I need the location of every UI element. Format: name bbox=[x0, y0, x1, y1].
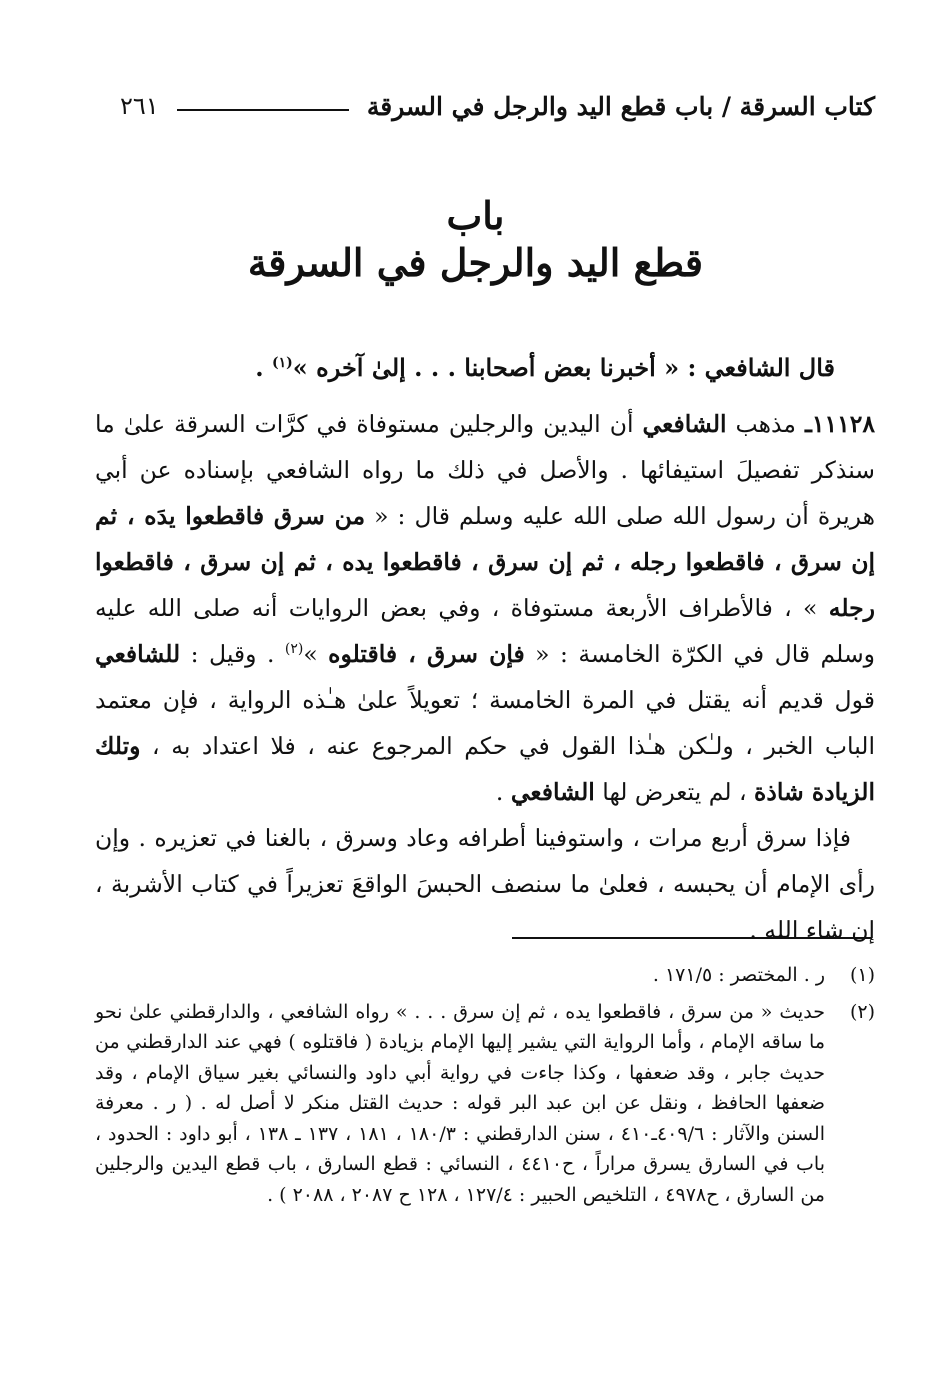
bold-span: الشافعي bbox=[510, 778, 595, 806]
bold-span: للشافعي bbox=[95, 640, 181, 668]
paragraph-1128 bbox=[95, 401, 875, 815]
footnote-number: (١) bbox=[849, 964, 875, 986]
running-header bbox=[120, 86, 875, 126]
text-span: مذهب bbox=[726, 410, 805, 438]
header-title: كتاب السرقة / باب قطع اليد والرجل في السرقة bbox=[366, 91, 875, 121]
page-number: ٢٦١ bbox=[120, 92, 159, 120]
paragraph-number: ١١١٢٨ـ bbox=[804, 410, 875, 438]
text-span: . وقيل : bbox=[180, 640, 285, 668]
footnotes bbox=[95, 960, 875, 1216]
bold-span: وتلك الزيادة شاذة bbox=[95, 732, 875, 806]
footnote-number: (٢) bbox=[849, 1000, 875, 1023]
paragraph-2: فإذا سرق أربع مرات ، واستوفينا أطرافه وعاد وسرق ، بالغنا في تعزيره . وإن رأى الإمام أن يحبسه ، فعلىٰ ما سنصف الحبسَ الواقعَ تعزيراً في كتاب الأشربة ، إن شاء الله . bbox=[95, 824, 875, 944]
text-span: . bbox=[495, 778, 511, 806]
hadith-quote: فإن سرق ، فاقتلوه bbox=[328, 640, 525, 668]
intro-end: . bbox=[255, 353, 273, 382]
footnote-ref-2[interactable]: (٢) bbox=[284, 641, 304, 658]
intro-text: قال الشافعي : « أخبرنا بعض أصحابنا . . . إلىٰ آخره » bbox=[292, 353, 835, 382]
main-text bbox=[95, 345, 875, 953]
text-span: قول قديم أنه يقتل في المرة الخامسة ؛ تعويلاً علىٰ هـٰذه الرواية ، فإن معتمد الباب الخبر ، ولـٰكن هـٰذا القول في حكم المرجوع عنه ، فلا اعتداد به ، bbox=[95, 686, 875, 760]
text-span: أن اليدين والرجلين مستوفاة في كرَّات السرقة علىٰ ما سنذكر تفصيلَ استيفائها . والأصل في ذلك ما رواه الشافعي بإسناده عن أبي هريرة أن رسول الله صلى الله عليه وسلم قال : « bbox=[95, 410, 875, 530]
header-rule bbox=[177, 109, 349, 111]
footnote-text: حديث « من سرق ، فاقطعوا يده ، ثم إن سرق . . . » رواه الشافعي ، والدارقطني علىٰ نحو ما ساقه الإمام ، وأما الرواية التي يشير إليها الإمام بزيادة ( فاقتلوه ) فهي عند الدارقطني من حديث جابر ، وقد ضعفها ، وكذا جاءت في رواية أبي داود والنسائي بغير سياق الإمام ، وقد ضعفها الحافظ ، ونقل عن ابن عبد البر قوله : حديث القتل منكر لا أصل له . ( ر . معرفة السنن والآثار : ٤٠٩/٦ـ٤١٠ ، سنن الدارقطني : ١٨٠/٣ ، ١٨١ ، ١٣٧ ـ ١٣٨ ، أبو داود : الحدود ، باب في السارق يسرق مراراً ، ح٤٤١٠ ، النسائي : قطع السارق ، باب قطع اليدين والرجلين من السارق ، ح٤٩٧٨ ، التلخيص الحبير : ١٢٧/٤ ، ١٢٨ ح ٢٠٨٧ ، ٢٠٨٨ ) . bbox=[95, 1000, 825, 1206]
text-span: » ، فالأطراف الأربعة مستوفاة ، وفي بعض الروايات أنه صلى الله عليه وسلم قال في الكرّة الخامسة : « bbox=[95, 594, 875, 668]
text-span: ، لم يتعرض لها bbox=[594, 778, 755, 806]
intro-line bbox=[95, 345, 875, 391]
bold-span: الشافعي bbox=[642, 410, 727, 438]
chapter-label: باب bbox=[446, 193, 505, 238]
chapter-title: قطع اليد والرجل في السرقة bbox=[247, 240, 704, 285]
footnote-2 bbox=[95, 997, 875, 1211]
text-span: » bbox=[303, 640, 329, 668]
hadith-quote: من سرق فاقطعوا يدَه ، ثم إن سرق ، فاقطعوا رجله ، ثم إن سرق ، فاقطعوا يده ، ثم إن سرق ، فاقطعوا رجله bbox=[95, 502, 875, 622]
footnote-separator bbox=[512, 937, 872, 939]
footnote-ref-1[interactable]: (١) bbox=[272, 355, 293, 371]
footnote-1 bbox=[95, 960, 875, 991]
footnote-text: ر . المختصر : ١٧١/٥ . bbox=[652, 964, 825, 986]
